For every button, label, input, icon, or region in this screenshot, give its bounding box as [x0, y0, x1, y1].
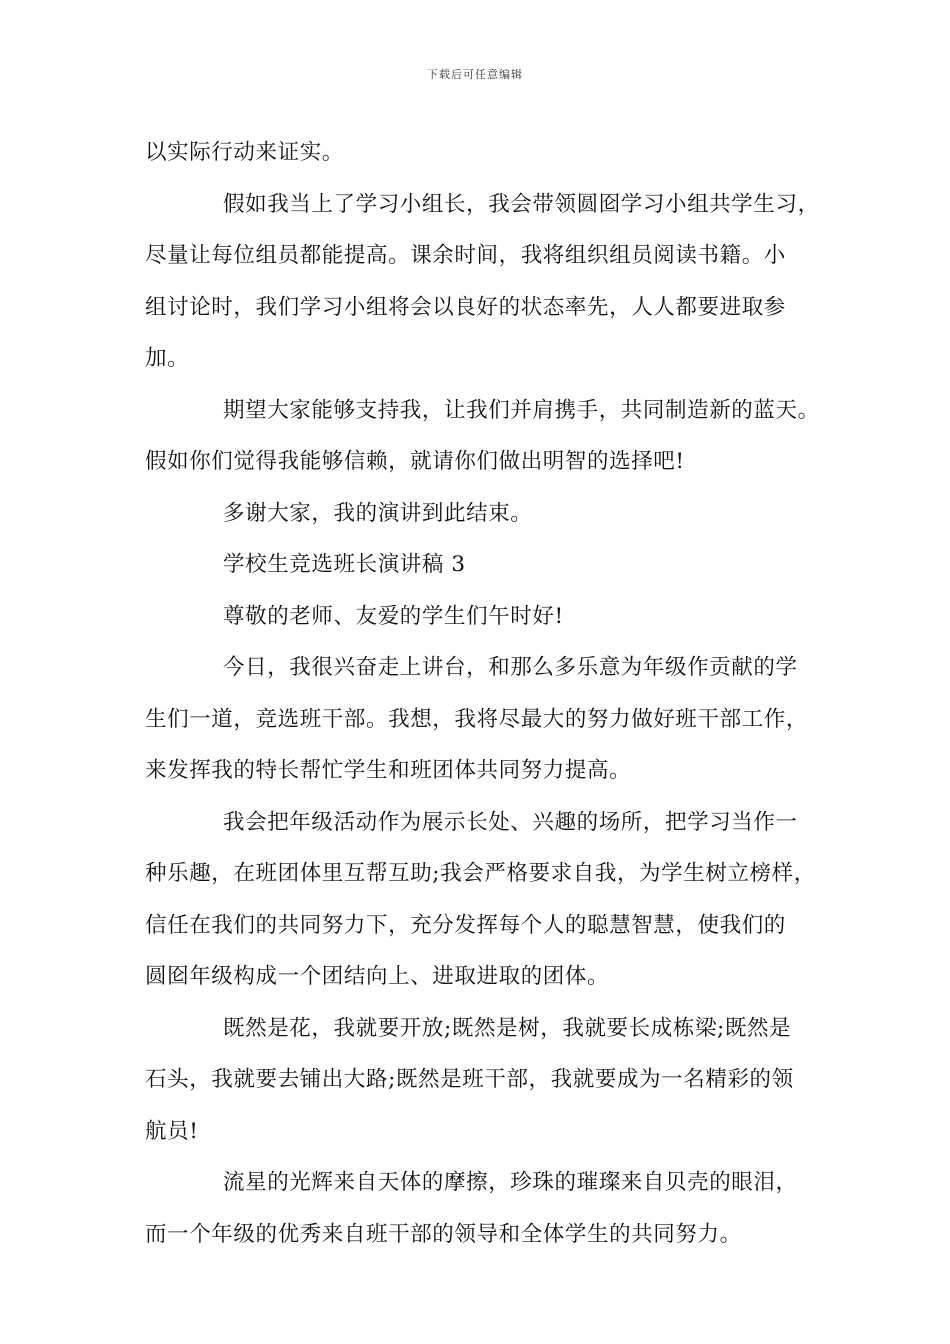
text-line: 既然是花，我就要开放;既然是树，我就要长成栋梁;既然是 [223, 1015, 792, 1041]
text-line: 假如我当上了学习小组长，我会带领圆囵学习小组共学生习， [223, 191, 820, 217]
text-line: 尊敬的老师、友爱的学生们午时好! [223, 603, 564, 629]
text-line: 种乐趣，在班团体里互帮互助;我会严格要求自我，为学生树立榜样， [145, 861, 816, 886]
text-line: 今日，我很兴奋走上讲台，和那么多乐意为年级作贡献的学 [223, 655, 798, 680]
text-line: 尽量让每位组员都能提高。课余时间，我将组织组员阅读书籍。小 [145, 243, 786, 268]
text-line: 航员! [145, 1118, 199, 1144]
text-line: 流星的光辉来自天体的摩擦，珍珠的璀璨来自贝壳的眼泪， [223, 1170, 798, 1195]
document-body [145, 127, 820, 1260]
text-line: 多谢大家，我的演讲到此结束。 [223, 500, 533, 526]
section-title: 学校生竞选班长演讲稿 3 [223, 552, 466, 577]
text-line: 组讨论时，我们学习小组将会以良好的状态率先，人人都要进取参 [145, 294, 786, 320]
text-line: 信任在我们的共同努力下，充分发挥每个人的聪慧智慧，使我们的 [145, 912, 786, 938]
text-line: 加。 [145, 346, 190, 371]
text-line: 假如你们觉得我能够信赖，就请你们做出明智的选择吧! [145, 449, 685, 474]
text-line: 而一个年级的优秀来自班干部的领导和全体学生的共同努力。 [145, 1221, 742, 1247]
text-line: 期望大家能够支持我，让我们并肩携手，共同制造新的蓝天。 [223, 397, 820, 423]
text-line: 生们一道，竞选班干部。我想，我将尽最大的努力做好班干部工作， [145, 706, 809, 732]
text-line: 石头，我就要去铺出大路;既然是班干部，我就要成为一名精彩的领 [145, 1067, 794, 1092]
text-line: 我会把年级活动作为展示长处、兴趣的场所，把学习当作一 [223, 809, 798, 835]
page-header: 下载后可任意编辑 [427, 68, 523, 81]
text-line: 以实际行动来证实。 [145, 140, 344, 165]
text-line: 圆囵年级构成一个团结向上、进取进取的团体。 [145, 964, 610, 989]
text-line: 来发挥我的特长帮忙学生和班团体共同努力提高。 [145, 758, 632, 783]
